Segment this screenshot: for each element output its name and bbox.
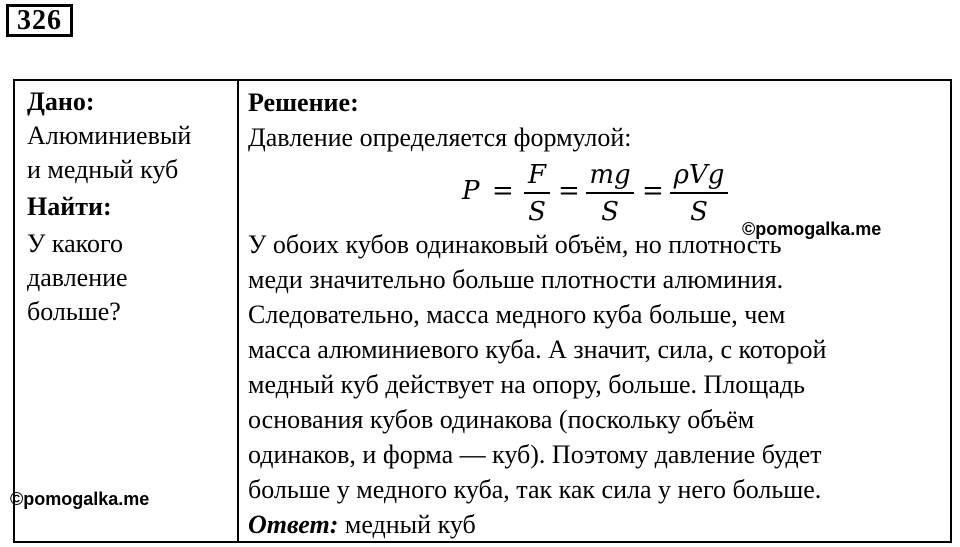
- watermark: ©pomogalka.me: [10, 489, 150, 509]
- answer-line: [248, 507, 948, 542]
- solution-table: [13, 79, 952, 543]
- fraction-numerator: F: [527, 160, 547, 190]
- fraction-denominator: S: [690, 197, 708, 227]
- fraction-denominator: S: [601, 197, 619, 227]
- solution-line: основания кубов одинакова (поскольку объём: [248, 405, 755, 434]
- formula-fraction-1: [524, 158, 550, 228]
- given-line: Алюминиевый: [27, 121, 192, 150]
- fraction-numerator: ρVg: [673, 160, 725, 190]
- given-heading: Дано:: [27, 87, 95, 116]
- problem-number: 326: [6, 4, 73, 37]
- formula-fraction-3: [670, 158, 728, 228]
- formula-equals: =: [642, 176, 664, 206]
- solution-line: Следовательно, масса медного куба больше, чем: [248, 300, 786, 329]
- solution-column: [248, 85, 948, 542]
- solution-line: медный куб действует на опору, больше. Площадь: [248, 370, 805, 399]
- formula-equals: =: [492, 176, 514, 206]
- given-line: и медный куб: [27, 155, 179, 184]
- solution-heading: Решение:: [248, 88, 359, 117]
- solution-line: меди значительно больше плотности алюминия.: [248, 265, 784, 294]
- answer-text: медный куб: [338, 510, 476, 539]
- find-heading: Найти:: [27, 192, 112, 221]
- solution-line: больше у медного куба, так как сила у него больше.: [248, 475, 822, 504]
- pressure-formula: [462, 158, 742, 230]
- find-line: больше?: [27, 297, 121, 326]
- fraction-numerator: mg: [589, 160, 631, 190]
- formula-lhs: P: [462, 176, 480, 206]
- given-column: [27, 85, 232, 329]
- solution-line: У обоих кубов одинаковый объём, но плотность: [248, 230, 782, 259]
- formula-equals: =: [558, 176, 580, 206]
- watermark: ©pomogalka.me: [742, 219, 882, 239]
- find-line: давление: [27, 263, 128, 292]
- solution-line: одинаков, и форма — куб). Поэтому давление будет: [248, 440, 822, 469]
- column-divider: [237, 81, 239, 541]
- solution-intro: Давление определяется формулой:: [248, 123, 632, 152]
- answer-label: Ответ:: [248, 510, 339, 539]
- find-line: У какого: [27, 229, 124, 258]
- fraction-denominator: S: [528, 197, 546, 227]
- solution-line: масса алюминиевого куба. А значит, сила, с которой: [248, 335, 827, 364]
- formula-fraction-2: [586, 158, 634, 228]
